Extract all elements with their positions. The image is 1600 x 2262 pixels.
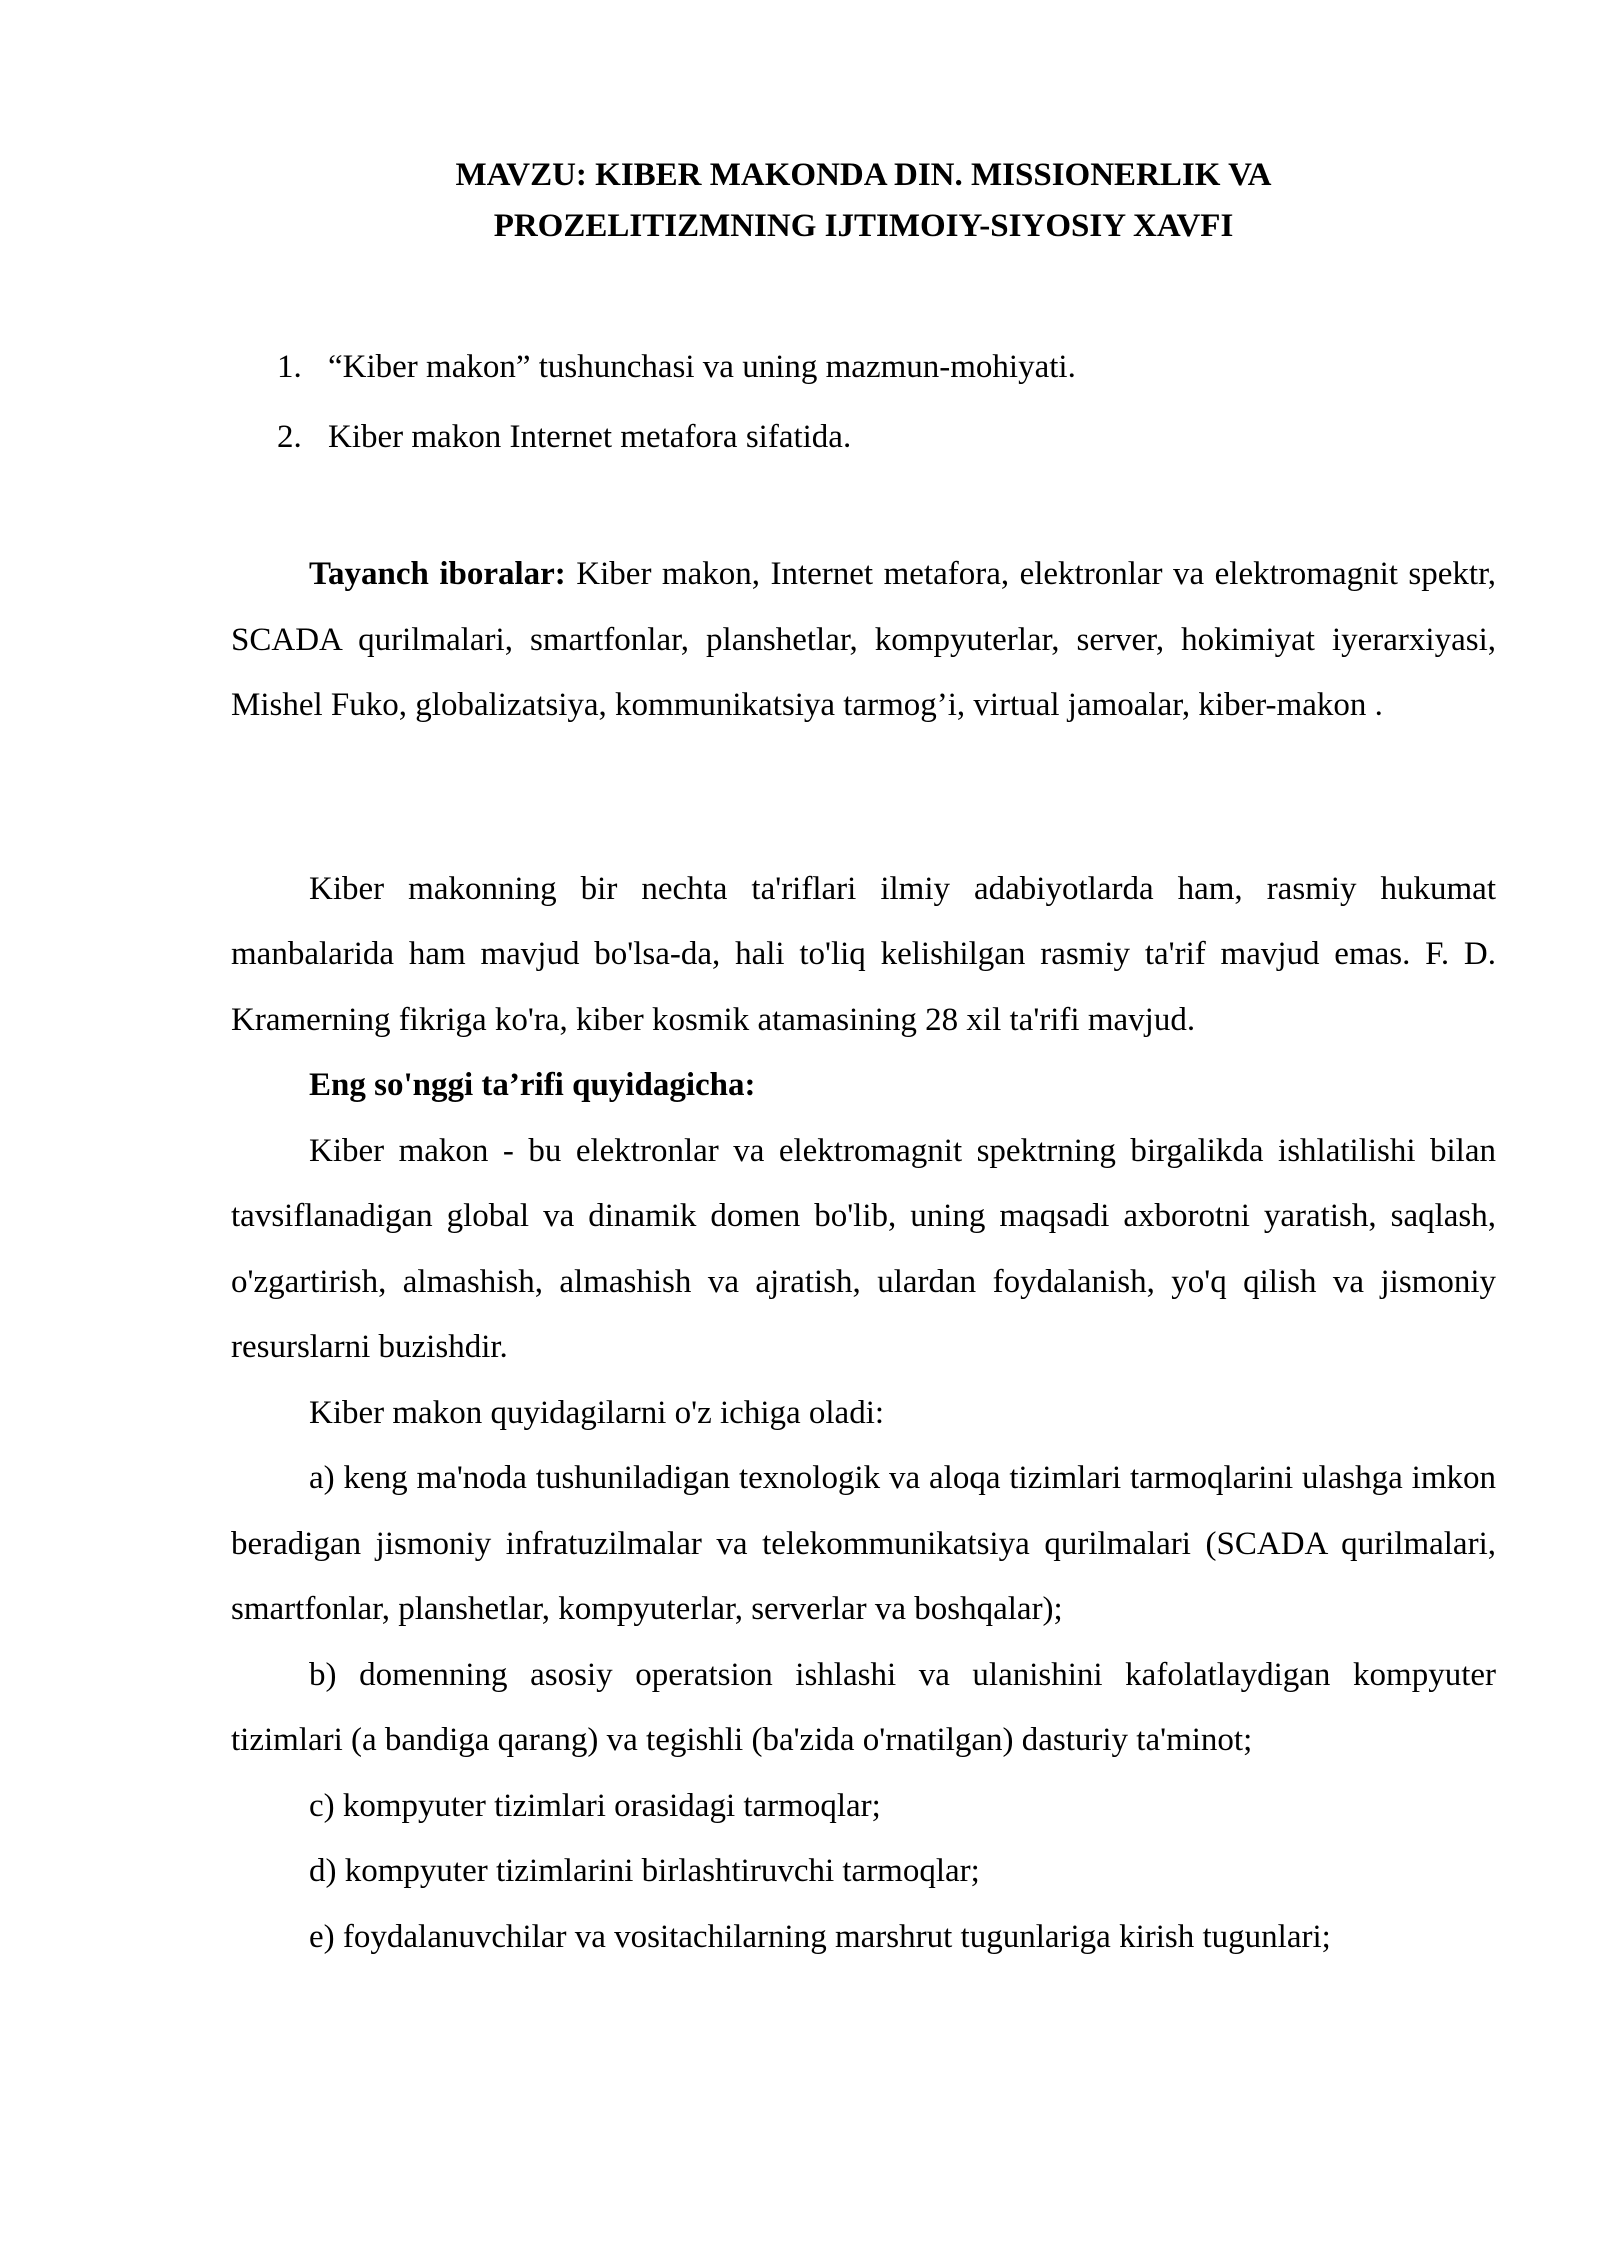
list-item-a: a) keng ma'noda tushuniladigan texnologik va aloqa tizimlari tarmoqlarini ulashga imkon beradigan jismoniy infratuzilmalar va telekommunikatsiya qurilmalari (SCADA qurilmalari, smartfonlar, planshetlar, kompyuterlar, serverlar va boshqalar); xyxy=(231,1460,1496,1627)
title-line-2: PROZELITIZMNING IJTIMOIY-SIYOSIY XAVFI xyxy=(493,208,1234,244)
keywords-text: Kiber makon, Internet metafora, elektronlar va elektromagnit spektr, SCADA qurilmalari, smartfonlar, planshetlar, kompyuterlar, server, hokimiyat iyerarxiyasi, Mishel Fuko, globalizatsiya, kommunikatsiya tarmog’i, virtual jamoalar, kiber-makon . xyxy=(231,556,1496,723)
topic-outline xyxy=(231,332,1496,472)
definition-paragraph: Kiber makon - bu elektronlar va elektromagnit spektrning birgalikda ishlatilishi bilan tavsiflanadigan global va dinamik domen bo'lib, uning maqsadi axborotni yaratish, saqlash, o'zgartirish, almashish, almashish va ajratish, ulardan foydalanish, yo'q qilish va jismoniy resurslarni buzishdir. xyxy=(231,1132,1496,1365)
keywords-label: Tayanch iboralar: xyxy=(309,556,566,592)
outline-item-number: 2. xyxy=(277,419,302,455)
outline-item-number: 1. xyxy=(277,349,302,385)
title-line-1: MAVZU: KIBER MAKONDA DIN. MISSIONERLIK VA xyxy=(455,157,1272,193)
outline-item xyxy=(231,402,1496,472)
keywords-paragraph xyxy=(231,542,1496,739)
list-item-d: d) kompyuter tizimlarini birlashtiruvchi tarmoqlar; xyxy=(309,1853,980,1889)
list-item-c: c) kompyuter tizimlari orasidagi tarmoqlar; xyxy=(309,1787,881,1824)
intro-paragraph: Kiber makonning bir nechta ta'riflari ilmiy adabiyotlarda ham, rasmiy hukumat manbalarida ham mavjud bo'lsa-da, hali to'liq kelishilgan rasmiy ta'rif mavjud emas. F. D. Kramerning fikriga ko'ra, kiber kosmik atamasining 28 xil ta'rifi mavjud. xyxy=(231,870,1496,1038)
list-item-b: b) domenning asosiy operatsion ishlashi va ulanishini kafolatlaydigan kompyuter tizimlari (a bandiga qarang) va tegishli (ba'zida o'rnatilgan) dasturiy ta'minot; xyxy=(231,1656,1496,1758)
document-page xyxy=(231,150,1496,1970)
list-item-e: e) foydalanuvchilar va vositachilarning marshrut tugunlariga kirish tugunlari; xyxy=(309,1918,1331,1955)
outline-item-text: Kiber makon Internet metafora sifatida. xyxy=(328,419,852,455)
outline-item-text: “Kiber makon” tushunchasi va uning mazmun-mohiyati. xyxy=(328,349,1076,385)
definition-heading: Eng so'nggi ta’rifi quyidagicha: xyxy=(309,1067,756,1103)
document-title xyxy=(231,150,1496,252)
includes-intro-paragraph: Kiber makon quyidagilarni o'z ichiga oladi: xyxy=(309,1394,885,1431)
outline-item xyxy=(231,332,1496,402)
